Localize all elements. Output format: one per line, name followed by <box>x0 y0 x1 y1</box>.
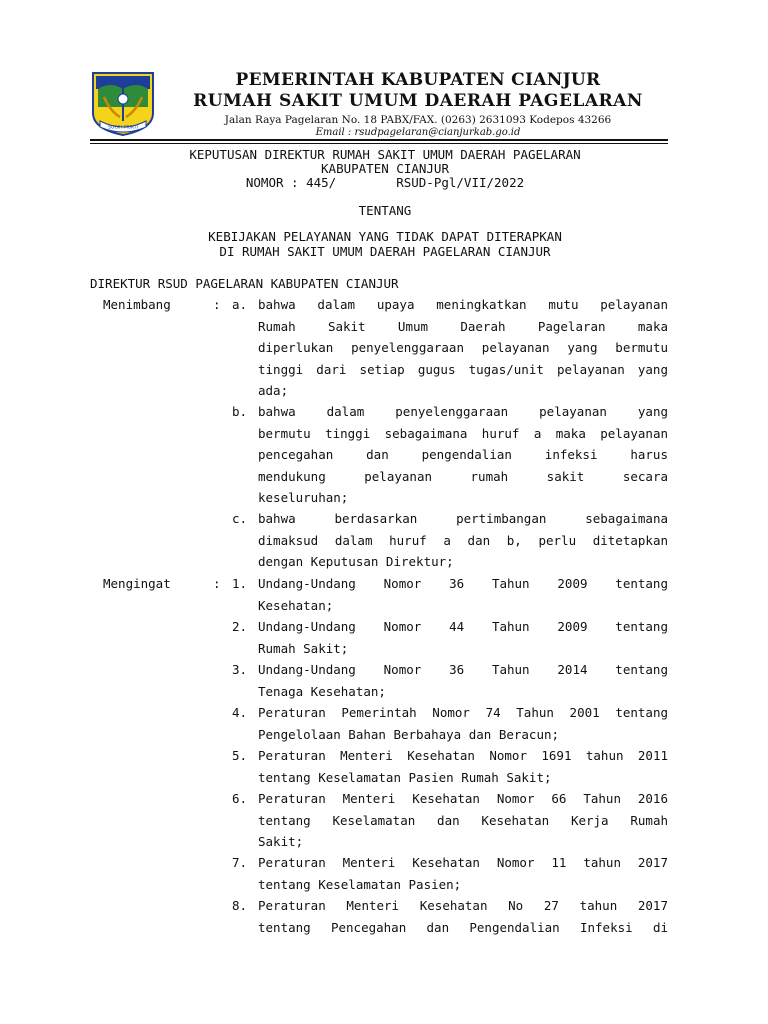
decree-subject-line1: KEBIJAKAN PELAYANAN YANG TIDAK DAPAT DITERAPKAN <box>208 229 562 244</box>
menimbang-marker-a: a. <box>232 297 248 312</box>
menimbang-a-line: bahwa dalam upaya meningkatkan mutu pelayanan <box>258 297 668 312</box>
menimbang-colon: : <box>213 297 221 312</box>
mengingat-item-4 <box>258 702 668 745</box>
mengingat-4-line: Pengelolaan Bahan Berbahaya dan Beracun; <box>258 726 560 742</box>
decree-number-right: RSUD-Pgl/VII/2022 <box>396 175 525 190</box>
menimbang-b-line: mendukung pelayanan rumah sakit secara <box>258 468 668 484</box>
menimbang-c-line: bahwa berdasarkan pertimbangan sebagaimana <box>258 511 668 526</box>
menimbang-a-line: tinggi dari setiap gugus tugas/unit pelayanan yang <box>258 361 668 377</box>
mengingat-marker-6: 6. <box>232 791 248 806</box>
mengingat-1-line: Undang-Undang Nomor 36 Tahun 2009 tentang <box>258 576 668 591</box>
mengingat-7-line: Peraturan Menteri Kesehatan Nomor 11 tahun 2017 <box>258 855 668 870</box>
menimbang-b-line: bahwa dalam penyelenggaraan pelayanan yang <box>258 404 668 419</box>
menimbang-b-line: bermutu tinggi sebagaimana huruf a maka pelayanan <box>258 425 668 441</box>
mengingat-marker-3: 3. <box>232 662 248 677</box>
mengingat-marker-2: 2. <box>232 619 248 634</box>
mengingat-marker-7: 7. <box>232 855 248 870</box>
menimbang-b-line: pencegahan dan pengendalian infeksi harus <box>258 447 668 462</box>
mengingat-item-1 <box>258 573 668 616</box>
logo-motto-text: SUGIH MUKTI <box>108 125 138 131</box>
mengingat-1-line: Kesehatan; <box>258 597 334 613</box>
letterhead-government: PEMERINTAH KABUPATEN CIANJUR <box>235 70 601 90</box>
mengingat-item-3 <box>258 659 668 702</box>
mengingat-2-line: Undang-Undang Nomor 44 Tahun 2009 tentang <box>258 619 668 634</box>
menimbang-a-line: diperlukan penyelenggaraan pelayanan yang bermutu <box>258 340 668 355</box>
mengingat-3-line: Undang-Undang Nomor 36 Tahun 2014 tentang <box>258 662 668 677</box>
letterhead-address: Jalan Raya Pagelaran No. 18 PABX/FAX. (0263) 2631093 Kodepos 43266 <box>224 114 612 126</box>
mengingat-3-line: Tenaga Kesehatan; <box>258 683 386 699</box>
decree-title-line1: KEPUTUSAN DIREKTUR RUMAH SAKIT UMUM DAERAH PAGELARAN <box>189 147 581 162</box>
menimbang-marker-c: c. <box>232 511 248 526</box>
mengingat-8-line: tentang Pencegahan dan Pengendalian Infeksi di <box>258 919 668 935</box>
letterhead-email: Email : rsudpagelaran@cianjurkab.go.id <box>315 127 521 138</box>
menimbang-c-line: dimaksud dalam huruf a dan b, perlu ditetapkan <box>258 532 668 548</box>
mengingat-item-8 <box>258 895 668 938</box>
mengingat-item-6 <box>258 788 668 853</box>
decree-number-left: NOMOR : 445/ <box>245 175 337 190</box>
decree-number <box>90 176 680 190</box>
mengingat-item-7 <box>258 852 668 895</box>
mengingat-marker-1: 1. <box>232 576 248 591</box>
menimbang-b-line: keseluruhan; <box>258 490 349 505</box>
letterhead-hospital: RUMAH SAKIT UMUM DAERAH PAGELARAN <box>193 91 643 111</box>
menimbang-item-b <box>258 401 668 509</box>
mengingat-2-line: Rumah Sakit; <box>258 640 349 656</box>
mengingat-5-line: tentang Keselamatan Pasien Rumah Sakit; <box>258 769 552 785</box>
mengingat-7-line: tentang Keselamatan Pasien; <box>258 876 462 892</box>
mengingat-label: Mengingat <box>103 576 171 591</box>
decree-tentang: TENTANG <box>358 203 412 218</box>
mengingat-item-2 <box>258 616 668 659</box>
menimbang-marker-b: b. <box>232 404 248 419</box>
decree-title-line2: KABUPATEN CIANJUR <box>321 161 449 176</box>
mengingat-6-line: Sakit; <box>258 834 304 849</box>
mengingat-6-line: tentang Keselamatan dan Kesehatan Kerja Rumah <box>258 812 668 828</box>
mengingat-marker-8: 8. <box>232 898 248 913</box>
letterhead-rule-thick <box>90 139 668 141</box>
menimbang-a-line: Rumah Sakit Umum Daerah Pagelaran maka <box>258 318 668 334</box>
mengingat-item-5 <box>258 745 668 788</box>
menimbang-c-line: dengan Keputusan Direktur; <box>258 554 454 569</box>
mengingat-marker-4: 4. <box>232 705 248 720</box>
menimbang-item-c <box>258 508 668 573</box>
letterhead-rule-thin <box>90 143 668 144</box>
mengingat-5-line: Peraturan Menteri Kesehatan Nomor 1691 tahun 2011 <box>258 748 668 763</box>
menimbang-label: Menimbang <box>103 297 171 312</box>
menimbang-a-line: ada; <box>258 383 289 398</box>
mengingat-4-line: Peraturan Pemerintah Nomor 74 Tahun 2001 tentang <box>258 705 668 720</box>
mengingat-colon: : <box>213 576 221 591</box>
menimbang-item-a <box>258 294 668 402</box>
director-heading: DIREKTUR RSUD PAGELARAN KABUPATEN CIANJUR <box>90 276 399 291</box>
mengingat-6-line: Peraturan Menteri Kesehatan Nomor 66 Tahun 2016 <box>258 791 668 806</box>
decree-subject-line2: DI RUMAH SAKIT UMUM DAERAH PAGELARAN CIANJUR <box>219 244 551 259</box>
mengingat-marker-5: 5. <box>232 748 248 763</box>
regency-emblem-logo <box>90 67 156 137</box>
mengingat-8-line: Peraturan Menteri Kesehatan No 27 tahun 2017 <box>258 898 668 913</box>
letterhead <box>168 70 668 139</box>
